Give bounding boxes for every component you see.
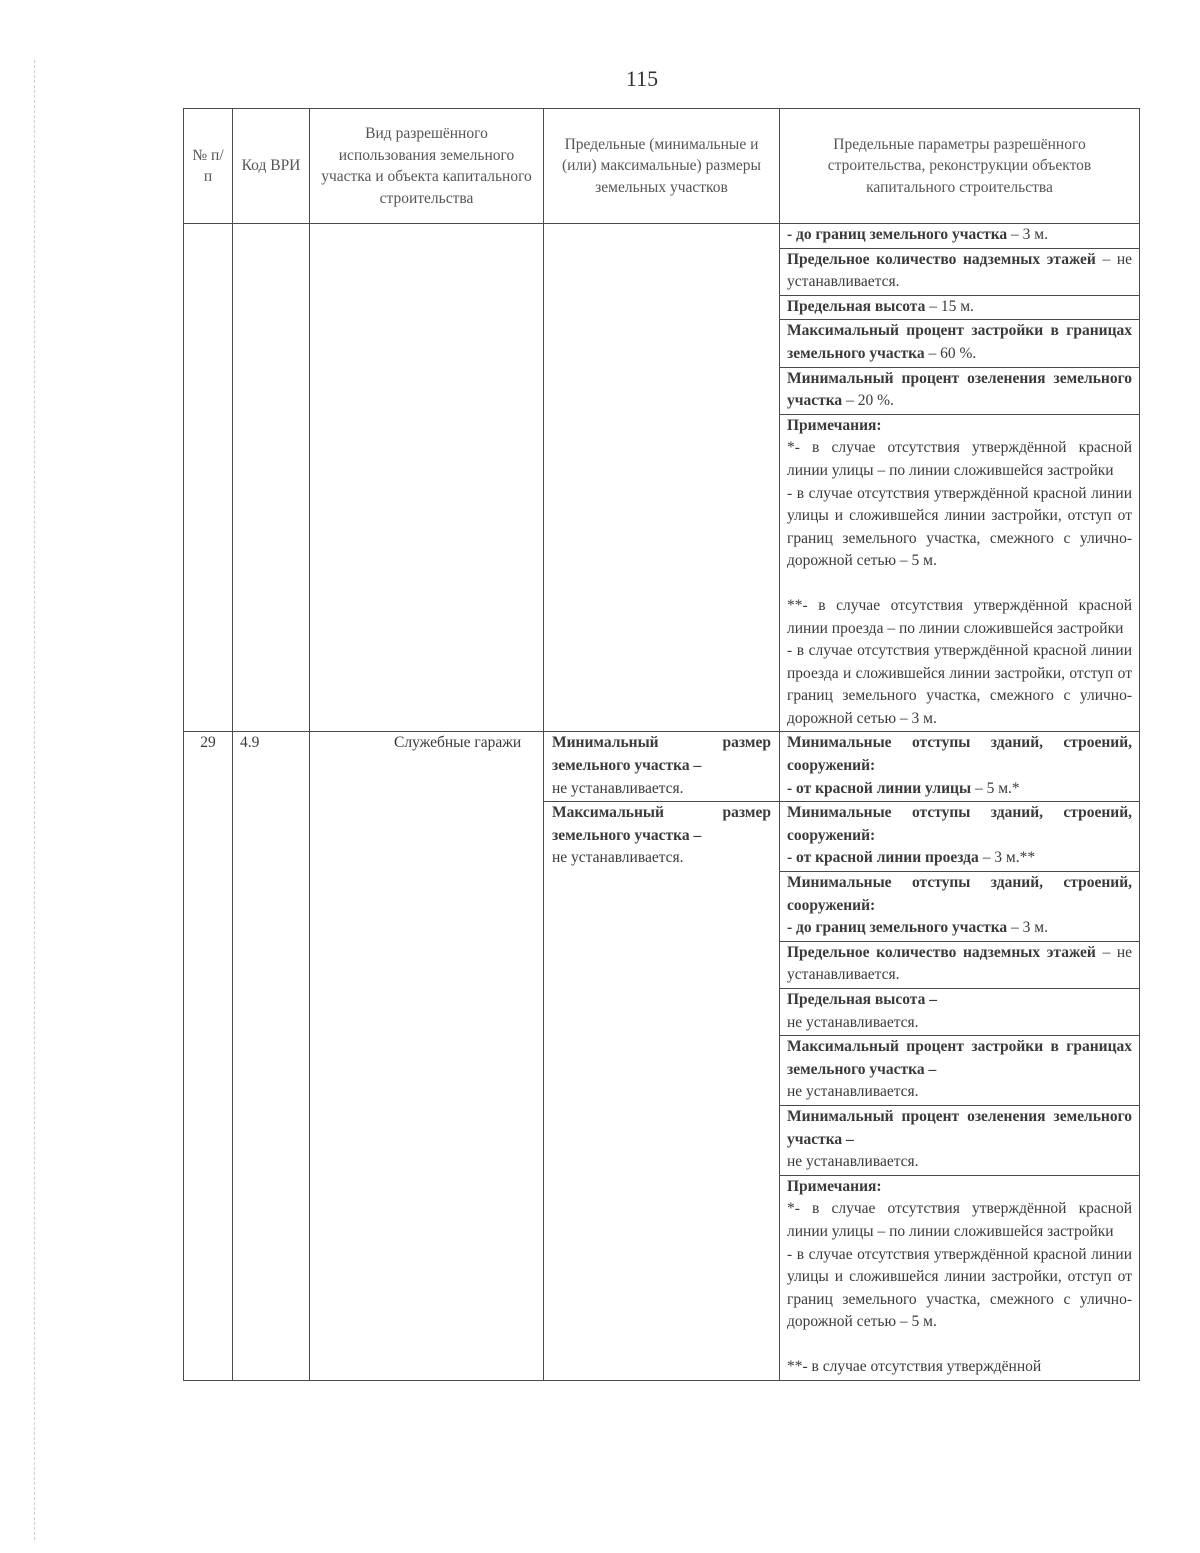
notes-block — [780, 1176, 1139, 1380]
param-block: Минимальные отступы зданий, строений, сооружений: - от красной линии проезда – 3 м.** — [780, 802, 1139, 872]
header-code: Код ВРИ — [233, 109, 310, 224]
param-block: Предельная высота – не устанавливается. — [780, 989, 1139, 1036]
notes-title: Примечания: — [787, 1177, 882, 1195]
size-block: Максимальный размер земельного участка – не устанавливается. — [552, 804, 771, 867]
page-number: 115 — [625, 66, 659, 91]
table-row-continued — [184, 224, 1140, 732]
size-block: Минимальный размер земельного участка – не устанавливается. — [544, 732, 779, 802]
notes-block — [780, 415, 1139, 732]
scan-edge-line — [34, 60, 35, 1540]
notes-title: Примечания: — [787, 416, 882, 434]
cell-number — [184, 224, 233, 732]
param-block: Минимальные отступы зданий, строений, сооружений: - до границ земельного участка – 3 м. — [780, 872, 1139, 942]
header-plot-sizes: Предельные (минимальные и (или) максимальные) размеры земельных участков — [544, 109, 780, 224]
table-header-row — [184, 109, 1140, 224]
param-block: Максимальный процент застройки в границах земельного участка – не устанавливается. — [780, 1036, 1139, 1106]
param-block: Минимальный процент озеленения земельного участка – 20 %. — [780, 368, 1139, 415]
cell-building-params — [780, 224, 1140, 732]
note-text: **- в случае отсутствия утверждённой красной линии проезда – по линии сложившейся застройки — [787, 596, 1132, 637]
param-block: Максимальный процент застройки в границах земельного участка – 60 %. — [780, 320, 1139, 367]
regulations-table — [183, 108, 1140, 1381]
cell-plot-sizes — [544, 732, 780, 1380]
table-row-29 — [184, 732, 1140, 1380]
param-block: Предельное количество надземных этажей – не устанавливается. — [780, 942, 1139, 989]
cell-use-type — [310, 224, 544, 732]
param-block: - до границ земельного участка – 3 м. — [780, 224, 1139, 249]
note-text: - в случае отсутствия утверждённой красной линии проезда и сложившейся линии застройки, отступ от границ земельного участка, смежного с улично-дорожной сетью – 3 м. — [787, 642, 1132, 727]
note-text: **- в случае отсутствия утверждённой — [787, 1357, 1042, 1375]
header-number: № п/п — [184, 109, 233, 224]
note-text: *- в случае отсутствия утверждённой красной линии улицы – по линии сложившейся застройки — [787, 1200, 1132, 1240]
param-block: Предельная высота – 15 м. — [780, 296, 1139, 321]
cell-code: 4.9 — [233, 732, 310, 1380]
note-text: - в случае отсутствия утверждённой красной линии улицы и сложившейся линии застройки, отступ от границ земельного участка, смежного с улично-дорожной сетью – 5 м. — [787, 484, 1132, 570]
param-block: Минимальный процент озеленения земельного участка – не устанавливается. — [780, 1106, 1139, 1176]
param-block: Предельное количество надземных этажей – не устанавливается. — [780, 249, 1139, 296]
cell-use-type: Служебные гаражи — [310, 732, 544, 1380]
note-text: - в случае отсутствия утверждённой красной линии улицы и сложившейся линии застройки, отступ от границ земельного участка, смежного с улично-дорожной сетью – 5 м. — [787, 1245, 1132, 1331]
note-text: *- в случае отсутствия утверждённой красной линии улицы – по линии сложившейся застройки — [787, 439, 1132, 479]
header-use-type: Вид разрешённого использования земельного участка и объекта капитального строительства — [310, 109, 544, 224]
cell-plot-sizes — [544, 224, 780, 732]
header-building-params: Предельные параметры разрешённого строительства, реконструкции объектов капитального строительства — [780, 109, 1140, 224]
param-block: Минимальные отступы зданий, строений, сооружений: - от красной линии улицы – 5 м.* — [780, 732, 1139, 802]
cell-number: 29 — [184, 732, 233, 1380]
cell-code — [233, 224, 310, 732]
cell-building-params — [780, 732, 1140, 1380]
